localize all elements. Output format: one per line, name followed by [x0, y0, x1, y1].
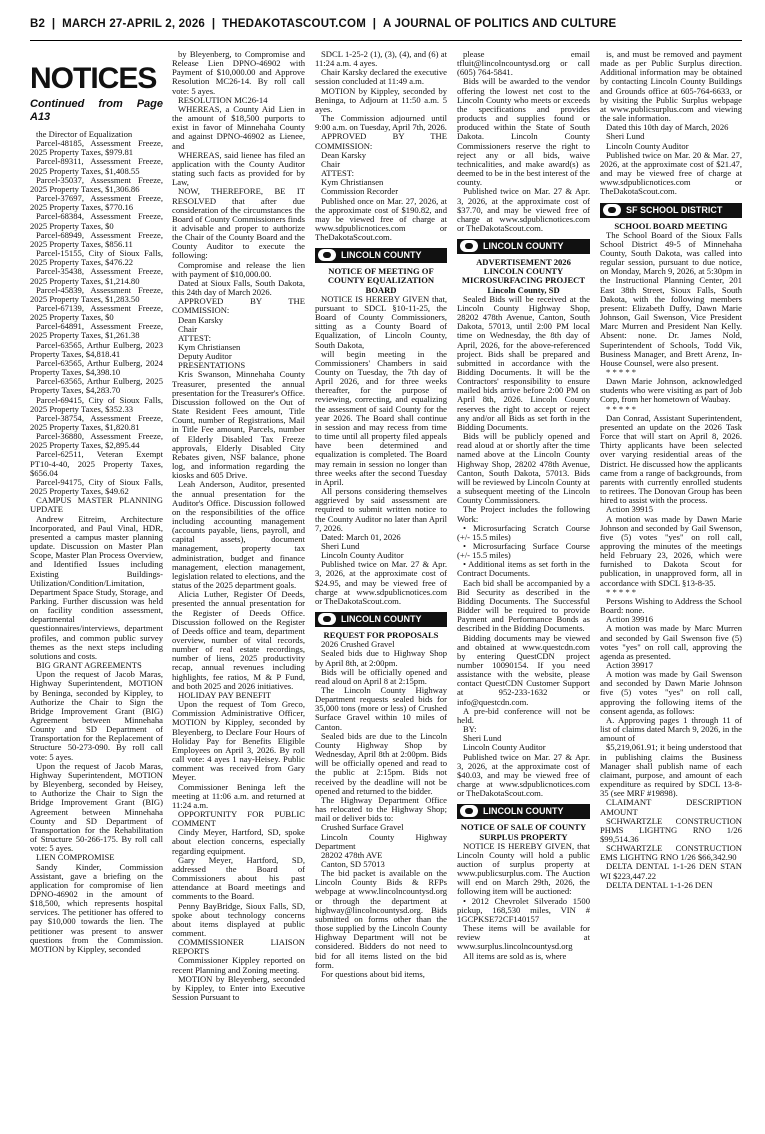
notice-paragraph: NOTICE IS HEREBY GIVEN, that Lincoln County will hold a public auction of surplus property at www.publicsurplus.com. The Auction will end on March 29th, 2026, the following item will be auctioned:: [457, 840, 590, 897]
notice-paragraph: will begin meeting in the Commissioners' Chambers in said County on Tuesday, the 7th day of April 2026, and for three weeks thereafter, for the purpose of reviewing, correcting, and equalizing the assessment of said County for the year 2026. The Board shall continue in session and may recess from time to time until all property filed appeals have been determined and equalization is completed. The Board may remain in session no longer than three weeks after the second Tuesday in April.: [315, 348, 447, 487]
notice-paragraph: SDCL 1-25-2 (1), (3), (4), and (6) at 11:24 a.m. 4 ayes.: [315, 50, 447, 69]
col4a-text: [457, 50, 590, 233]
district-logo-icon: [603, 204, 621, 216]
notice-paragraph: Lincoln County Auditor: [321, 550, 404, 561]
notice-paragraph: The Project includes the following Work:: [457, 504, 590, 524]
notice-paragraph: Parcel-94175, City of Sioux Falls, 2025 Property Taxes, $49.62: [30, 476, 163, 497]
notice-paragraph: Dawn Marie Johnson, acknowledged students who were visiting as part of Job Corp, from her hometown of Waubay.: [600, 376, 742, 405]
notice-paragraph: * * * * *: [606, 403, 637, 414]
notice-paragraph: WHEREAS, a County Aid Lien in the amount of $18,500 purports to exist in favor of Minnehaha County and against DPNO-46902 as Lienee, and: [172, 103, 305, 151]
notice-paragraph: Leah Anderson, Auditor, presented the annual presentation for the Auditor's Office. Discussion followed on the responsibilities of the office including accounting management (accounts payable, liens, payroll, and capital assets), document management, property tax administration, budget and finance management, election management, legislation related to elections, and the status of the 2025 department goals.: [172, 479, 305, 591]
notice-paragraph: Kris Swanson, Minnehaha County Treasurer, presented the annual presentation for the Treasurer's Office. Discussion followed on the Out of State Resident Fees amount, Title Count, number of Registrations, Mail in Title Fee amount, Parcels, number of Elderly Disabled Tax Freeze approvals, Elderly Disabled City Rebates given, NSF balance, phone log, and information regarding the kiosks and 605 Drive.: [172, 369, 305, 481]
page-header: B2 | MARCH 27-APRIL 2, 2026 | THEDAKOTASCOUT.COM | A JOURNAL OF POLITICS AND CULTURE: [30, 18, 617, 30]
header-rule: [30, 40, 742, 41]
notice-paragraph: A motion was made by Dawn Marie Johnson and seconded by Gail Swenson, five (5) votes "yes" on roll call, approving the minutes of the meetings held February 23, 2026, which were furnished to Dakota Scout for publication, in unapproved form, all in accordance with SDCL §13-8-35.: [600, 513, 742, 588]
notice-paragraph: Parcel-64891, Assessment Freeze, 2025 Property Taxes, $1,261.38: [30, 321, 163, 341]
notice-paragraph: Parcel-68384, Assessment Freeze, 2025 Property Taxes, $0: [30, 211, 163, 231]
continued-line: Continued from Page A13: [30, 98, 163, 123]
notice-paragraph: by Bleyenberg, to Compromise and Release Lien DPNO-46902 with Payment of $10,000.00 and Approve Resolution MC26-14. By roll call vote: 5 ayes.: [172, 50, 305, 96]
notice-paragraph: COMMISSIONER LIAISON REPORTS: [172, 937, 305, 957]
notice-paragraph: Action 39916: [606, 614, 654, 625]
col4b-text: [457, 258, 590, 798]
notice-paragraph: * * * * *: [606, 586, 637, 597]
col3c-text: [315, 631, 447, 979]
notice-paragraph: is, and must be removed and payment made as per Public Surplus direction. Additional information may be obtained by contacting Lincoln County Buildings and Grounds office at 605-764-6633, or by visiting the Public Surplus webpage at www.publicsurplus.com and viewing the sale information.: [600, 50, 742, 124]
notice-paragraph: Lincoln County Auditor: [606, 140, 689, 151]
notice-paragraph: Chair: [321, 158, 341, 169]
notice-paragraph: Parcel-35037, Assessment Freeze, 2025 Property Taxes, $1,306.86: [30, 174, 163, 194]
notice-paragraph: WHEREAS, said lienee has filed an application with the County Auditor stating such facts as provided for by Law,: [172, 149, 305, 188]
notice-paragraph: Lincoln County Highway Department: [315, 831, 447, 851]
lincoln-county-banner: LINCOLN COUNTY: [315, 248, 447, 263]
notice-paragraph: the Director of Equalization: [36, 129, 133, 139]
col3a-text: [315, 50, 447, 242]
notice-paragraph: ATTEST:: [178, 332, 211, 343]
notice-paragraph: The Highway Department Office has relocated to the Highway Shop; mail or deliver bids to:: [315, 794, 447, 824]
notice-paragraph: Bidding documents may be viewed and obtained at www.questcdn.com by entering QuestCDN project number 10090154. If you need assistance with the website, please contact QuestCDN Customer Support at 952-233-1632 or info@questcdn.com.: [457, 632, 590, 707]
notice-paragraph: Parcel-63565, Arthur Eulberg, 2023 Property Taxes, $4,818.41: [30, 339, 163, 359]
col5b-text: [600, 222, 742, 890]
notice-paragraph: All items are sold as is, where: [463, 950, 567, 961]
notice-paragraph: $5,219,061.91; it being understood that in publishing claims the Business Manager shall publish name of each claimant, purpose, and amount of each expenditure as required by SDCL 13-8-35 (see MRF #19898).: [600, 742, 742, 799]
notice-paragraph: Dated: March 01, 2026: [321, 531, 401, 542]
notice-paragraph: Parcel-89311, Assessment Freeze, 2025 Property Taxes, $1,408.55: [30, 156, 163, 176]
notice-paragraph: Upon the request of Tom Greco, Commission Administrative Officer, MOTION by Kippley, seconded by Bleyenberg, to Declare Four Hours of Holiday Pay for Benefits Eligible Employees on April 3, 2026. By roll call vote: 4 ayes 1 nay-Heisey. Public comment was received from Gary Meyer.: [172, 699, 305, 783]
notice-paragraph: A motion was made by Gail Swenson and seconded by Dawn Marie Johnson five (5) votes "yes" on roll call, approving the following items of the consent agenda, as follows:: [600, 669, 742, 716]
notice-paragraph: Parcel-45839, Assessment Freeze, 2025 Property Taxes, $1,283.50: [30, 284, 163, 304]
notice-paragraph: NOTICE IS HEREBY GIVEN that, pursuant to SDCL §10-11-25, the Board of County Commissioners, sitting as a County Board of Equalization, of Lincoln County, South Dakota,: [315, 293, 447, 350]
notice-paragraph: Each bid shall be accompanied by a Bid Security as described in the Bidding Documents. The Successful Bidder will be required to provide Payment and Performance Bonds as described in the Bidding Documents.: [457, 577, 590, 634]
notice-paragraph: Bids will be awarded to the vendor offering the lowest net cost to the Lincoln County who meets or exceeds the specifications and provides products and supplies found or produced within the State of South Dakota. Lincoln County Commissioners reserve the right to reject any or all bids, waive technicalities, and make award(s) as deemed to be in the best interest of the county.: [457, 76, 590, 188]
notice-paragraph: Dean Karsky: [321, 149, 367, 160]
notice-paragraph: Action 39915: [606, 504, 654, 515]
notice-paragraph: Parcel-15155, City of Sioux Falls, 2025 Property Taxes, $476.22: [30, 248, 163, 268]
lincoln-county-banner: LINCOLN COUNTY: [457, 804, 590, 819]
notice-paragraph: Published twice on Mar. 20 & Mar. 27, 2026, at the approximate cost of $21.47, and may be viewed free of charge at www.sdpublicnotices.com or TheDakotaScout.com.: [600, 149, 742, 197]
notice-paragraph: Published twice on Mar. 27 & Apr. 3, 2026, at the approximate cost of $24.95, and may be viewed free of charge at www.sdpublicnotices.com or TheDakotaScout.com.: [315, 559, 447, 606]
notice-paragraph: A motion was made by Marc Murren and seconded by Gail Swenson five (5) votes "yes" on roll call, approving the agenda as presented.: [600, 623, 742, 661]
notice-paragraph: All persons considering themselves aggrieved by said assessment are required to submit written notice to the County Auditor no later than April 7, 2026.: [315, 486, 447, 533]
notice-paragraph: DELTA DENTAL 1-1-26 DEN STAN WI $223,447.22: [600, 861, 742, 881]
notice-paragraph: Deputy Auditor: [178, 351, 232, 362]
notice-paragraph: Chair Karsky declared the executive session concluded at 11:49 a.m.: [315, 67, 447, 87]
notice-paragraph: Parcel-36880, Assessment Freeze, 2025 Property Taxes, $2,895.44: [30, 431, 163, 451]
column-1: [30, 50, 163, 1130]
notice-paragraph: Dan Conrad, Assistant Superintendent, presented an update on the 2026 Task Force that will start on April 8, 2026. Thirty applicants have been selected over varying residential areas of the District. He discussed how the applicants came from a range of backgrounds, from parents with currently enrolled students to retirees. The Donovan Group has been hired to assist with the process.: [600, 412, 742, 506]
notice-paragraph: APPROVED BY THE COMMISSION:: [172, 296, 305, 316]
notice-paragraph: DELTA DENTAL 1-1-26 DEN: [606, 879, 713, 890]
notice-paragraph: Penny BayBridge, Sioux Falls, SD, spoke about technology concerns about items displayed at public comment.: [172, 900, 305, 938]
notice-paragraph: Chair: [178, 323, 198, 334]
column-3: [315, 50, 447, 1130]
notice-paragraph: SCHOOL BOARD MEETING: [614, 220, 728, 231]
notice-paragraph: A pre-bid conference will not be held.: [457, 705, 590, 725]
notice-paragraph: Parcel-67139, Assessment Freeze, 2025 Property Taxes, $0: [30, 302, 163, 323]
notice-paragraph: Parcel-38754, Assessment Freeze, 2025 Property Taxes, $1,820.81: [30, 412, 163, 432]
notice-paragraph: CLAIMANT DESCRIPTION AMOUNT: [600, 797, 742, 817]
notice-paragraph: Bids will be officially opened and read aloud on April 8 at 2:15pm.: [315, 666, 447, 686]
site-name[interactable]: THEDAKOTASCOUT.COM: [222, 18, 366, 30]
notice-paragraph: PRESENTATIONS: [178, 360, 246, 371]
county-seal-icon: [460, 805, 478, 817]
notice-paragraph: Lincoln County Auditor: [463, 742, 546, 753]
notice-paragraph: Compromise and release the lien with payment of $10,000.00.: [172, 259, 305, 279]
col4c-text: [457, 823, 590, 960]
notice-paragraph: REQUEST FOR PROPOSALS: [323, 630, 439, 641]
notice-paragraph: LIEN COMPROMISE: [36, 852, 115, 863]
notice-paragraph: Action 39917: [606, 660, 654, 670]
notice-paragraph: Andrew Eitreim, Architecture Incorporated, and Paul Vinal, HDR, presented a campus master planning update. Discussion on Master Plan Scope, Master Plan Process Overview, and Identified Issues including Existing Buildings-Utilization/Condition/Limitation, Department Space Study, Storage, and Parking. Further discussion was held on facility condition assessment, departmental questionnaires/interviews, department profiles, and common public survey themes as the next steps including solutions and costs.: [30, 513, 163, 661]
notice-paragraph: Parcel-37697, Assessment Freeze, 2025 Property Taxes, $770.16: [30, 193, 163, 213]
notice-paragraph: Dated at Sioux Falls, South Dakota, this 24th day of March 2026.: [172, 277, 305, 298]
notice-paragraph: 28202 478th AVE: [321, 849, 383, 860]
notice-paragraph: Sheri Lund: [463, 733, 502, 744]
notice-paragraph: OPPORTUNITY FOR PUBLIC COMMENT: [172, 808, 305, 829]
notice-paragraph: Dean Karsky: [178, 314, 224, 325]
notice-paragraph: • 2012 Chevrolet Silverado 1500 pickup, 168,530 miles, VIN # 1GCPKSE72CF140157: [457, 895, 590, 924]
notice-paragraph: please email tfluit@lincolncountysd.org or call (605) 764-5841.: [457, 50, 590, 78]
section-title: NOTICES: [30, 62, 157, 95]
county-seal-icon: [318, 613, 336, 625]
notice-paragraph: Published twice on Mar. 27 & Apr. 3, 2026, at the approximate cost of $37.70, and may be viewed free of charge at www.sdpublicnotices.com or TheDakotaScout.com.: [457, 186, 590, 233]
notice-paragraph: RESOLUTION MC26-14: [178, 94, 268, 105]
column-4: [457, 50, 590, 1130]
notice-paragraph: The Commission adjourned until 9:00 a.m. on Tuesday, April 7th, 2026.: [315, 113, 447, 133]
notice-paragraph: Cindy Meyer, Hartford, SD, spoke about election concerns, especially regarding equipment.: [172, 827, 305, 856]
notice-paragraph: NOTICE OF SALE OF COUNTY SURPLUS PROPERTY: [460, 822, 587, 842]
notice-paragraph: NOTICE OF MEETING OF COUNTY EQUALIZATION BOARD: [327, 266, 435, 295]
issue-date: MARCH 27-APRIL 2, 2026: [62, 18, 206, 30]
column-5: [600, 50, 742, 1130]
notice-paragraph: Upon the request of Jacob Maras, Highway Superintendent, MOTION by Bleyenberg, seconded by Heisey, to Authorize the Chair to Sign the Bridge Improvement Grant (BIG) Agreement between Minnehaha County and SD Department of Transportation for the Rehabilitation of Structure 50-266-175. By roll call vote: 5 ayes.: [30, 760, 163, 854]
notice-paragraph: Lincoln County, SD: [487, 284, 560, 295]
notice-paragraph: The bid packet is available on the Lincoln County Bids & RFPs webpage at www.lincolncountysd.org or through the department at highway@lincolncountysd.org. Bids submitted on forms other than the those supplied by the Lincoln County Highway Department will not be considered. Bidders do not need to bid for all items listed on the bid form.: [315, 868, 447, 970]
notice-paragraph: Parcel-63565, Arthur Eulberg, 2024 Property Taxes, $4,398.10: [30, 357, 163, 378]
notice-paragraph: • Additional items as set forth in the Contract Documents.: [457, 559, 590, 579]
col5a-text: [600, 50, 742, 197]
lincoln-county-banner: LINCOLN COUNTY: [457, 239, 590, 254]
notice-paragraph: Sheri Lund: [606, 131, 645, 142]
notice-paragraph: Sealed bids due to Highway Shop by April 8th, at 2:00pm.: [315, 648, 447, 668]
notice-paragraph: Parcel-69415, City of Sioux Falls, 2025 Property Taxes, $352.33: [30, 394, 163, 414]
notice-paragraph: Commissioner Beninga left the meeting at 11:06 a.m. and returned at 11:24 a.m.: [172, 781, 305, 810]
notice-paragraph: Sandy Kinder, Commission Assistant, gave a briefing on the application for compromise of lien DPNO-46902 in the amount of $18,500, which represents hospital services. The petitioner has offered to pay $10,000 towards the lien. The petitioner was present to answer questions from the Commission. MOTION by Kippley, seconded: [30, 861, 163, 954]
notice-paragraph: Gary Meyer, Hartford, SD, addressed the Board of Commissioners about his past attendance at Board meetings and comments to the Board.: [172, 854, 305, 902]
notice-paragraph: Kym Christiansen: [178, 342, 241, 352]
notice-paragraph: Parcel-62511, Veteran Exempt PT10-4-40, 2025 Property Taxes, $656.04: [30, 449, 163, 478]
notice-paragraph: Sheri Lund: [321, 540, 360, 551]
notice-paragraph: Published twice on Mar. 27 & Apr. 3, 2026, at the approximate cost of $40.03, and may be viewed free of charge at www.sdpublicnotices.com or TheDakotaScout.com.: [457, 751, 590, 799]
notice-paragraph: SCHWARTZLE CONSTRUCTION PHMS LIGHTNG RNO 1/26 $99,514.36: [600, 815, 742, 844]
notice-paragraph: • Microsurfacing Scratch Course (+/- 15.5 miles): [457, 522, 590, 542]
col2-text: [172, 50, 305, 1002]
notice-paragraph: For questions about bid items,: [321, 968, 425, 979]
notice-paragraph: The School Board of the Sioux Falls School District 49-5 of Minnehaha County, South Dakota, was called into regular session, pursuant to due notice, on Monday, March 9, 2026, at 5:30pm in the Instructional Planning Center, 201 East 38th Street, Sioux Falls, South Dakota, with the following members present: Elizabeth Duffy, Dawn Marie Johnson, Gail Swenson, Vice President Marc Murren and President Nan Kelly. Absent: none. Dr. James Nold, Superintendent of Schools, Todd Vik, Business Manager, and Brett Arenz, In-House Counsel, were also present.: [600, 229, 742, 368]
notice-paragraph: MOTION by Kippley, seconded by Beninga, to Adjourn at 11:50 a.m. 5 ayes.: [315, 85, 447, 114]
notice-paragraph: Canton, SD 57013: [321, 858, 385, 869]
tagline: A JOURNAL OF POLITICS AND CULTURE: [383, 18, 617, 30]
notice-paragraph: Parcel-63565, Arthur Eulberg, 2025 Property Taxes, $4,283.70: [30, 376, 163, 396]
column-2: [172, 50, 305, 1130]
county-seal-icon: [318, 249, 336, 261]
sf-school-district-banner: SF SCHOOL DISTRICT: [600, 203, 742, 218]
notice-paragraph: 2026 Crushed Gravel: [321, 639, 395, 650]
county-seal-icon: [460, 240, 478, 252]
notice-paragraph: These items will be available for review at www.surplus.lincolncountysd.org: [457, 923, 590, 952]
notice-paragraph: MOTION by Bleyenberg, seconded by Kippley, to Enter into Executive Session Pursuant to: [172, 973, 305, 1003]
notice-paragraph: BIG GRANT AGREEMENTS: [36, 660, 142, 671]
notice-paragraph: • Microsurfacing Surface Course (+/- 15.5 miles): [457, 540, 590, 561]
notice-paragraph: Parcel-68949, Assessment Freeze, 2025 Property Taxes, $856.11: [30, 229, 163, 249]
notice-paragraph: HOLIDAY PAY BENEFIT: [178, 689, 271, 700]
notice-paragraph: Parcel-35438, Assessment Freeze, 2025 Property Taxes, $1,214.80: [30, 266, 163, 286]
notice-paragraph: A. Approving pages 1 through 11 of list of claims dated March 9, 2026, in the amount of: [600, 714, 742, 744]
notice-paragraph: Published once on Mar. 27, 2026, at the approximate cost of $190.82, and may be viewed free of charge at www.sdpublicnotices.com or TheDakotaScout.com.: [315, 195, 447, 243]
col3b-text: [315, 267, 447, 606]
notice-paragraph: ATTEST:: [321, 168, 354, 179]
lincoln-county-banner: LINCOLN COUNTY: [315, 612, 447, 627]
notice-paragraph: CAMPUS MASTER PLANNING UPDATE: [30, 495, 163, 515]
notice-paragraph: Parcel-48185, Assessment Freeze, 2025 Property Taxes, $979.81: [30, 138, 163, 158]
notice-paragraph: Crushed Surface Gravel: [321, 822, 404, 833]
notice-paragraph: Commissioner Kippley reported on recent Planning and Zoning meeting.: [172, 955, 305, 975]
notice-paragraph: Kym Christiansen: [321, 177, 384, 188]
notice-paragraph: Sealed bids are due to the Lincoln County Highway Shop by Wednesday, April 8th at 2:00pm. Bids will be officially opened and read to the public at 2:15pm. Bids not received by the deadline will not be opened and returned to the bidder.: [315, 730, 447, 796]
notice-paragraph: Alicia Luther, Register Of Deeds, presented the annual presentation for the Register of Deeds Office. Discussion followed on the Register of Deeds office and team, department overview, number of vital records, number of real estate recordings, number of liens, 2025 productivity recap, annual revenues including highlights, fee ratios, M & P Fund, and both 2025 and 2026 initiatives.: [172, 589, 305, 691]
notice-paragraph: APPROVED BY THE COMMISSION:: [315, 131, 447, 151]
col1-text: [30, 130, 163, 954]
notice-paragraph: SCHWARTZLE CONSTRUCTION EMS LIGHTNG RNO 1/26 $66,342.90: [600, 843, 742, 863]
notice-paragraph: ADVERTISEMENT 2026 LINCOLN COUNTY MICROSURFACING PROJECT: [461, 257, 586, 286]
page-number: B2: [30, 18, 46, 30]
notice-paragraph: Sealed Bids will be received at the Lincoln County Highway Shop, 28202 478th Avenue, Canton, South Dakota, 57013, until 2:00 PM local time on Wednesday, the 8th day of April, 2026, for the above-referenced project. Bids shall be prepared and submitted in accordance with the Bidding Documents. It will be the Contractors' responsibility to ensure mailed bids arrive before 2:00 PM on April 8th, 2026. Lincoln County reserves the right to accept or reject any and/or all Bids as set forth in the Bidding Documents.: [457, 293, 590, 432]
notice-paragraph: Commission Recorder: [321, 186, 399, 197]
notice-paragraph: BY:: [463, 724, 477, 735]
notice-paragraph: Dated this 10th day of March, 2026: [606, 122, 729, 133]
notice-paragraph: Persons Wishing to Address the School Board: none.: [600, 595, 742, 616]
notice-paragraph: * * * * *: [606, 367, 637, 377]
notice-paragraph: Bids will be publicly opened and read aloud at or shortly after the time named above at the Lincoln County Highway Shop, 28202 478th Avenue, Canton, South Dakota, 57013. Bids will be reviewed by Lincoln County at a subsequent meeting of the Lincoln County Commissioners.: [457, 431, 590, 506]
notice-paragraph: Upon the request of Jacob Maras, Highway Superintendent, MOTION by Beninga, seconded by Kippley, to Authorize the Chair to Sign the Bridge Improvement Grant (BIG) Agreement between Minnehaha County and SD Department of Transportation for the Replacement of Structure 50-273-090. By roll call vote: 5 ayes.: [30, 669, 163, 762]
notice-paragraph: NOW, THEREFORE, BE IT RESOLVED that after due consideration of the circumstances the Board of County Commissioners finds it advisable and proper to authorize the Chair of the County Board and the County Auditor to execute the following:: [172, 186, 305, 261]
notice-paragraph: The Lincoln County Highway Department requests sealed bids for 35,000 tons (more or less) of Crushed Surface Gravel within 10 miles of Canton.: [315, 685, 447, 732]
